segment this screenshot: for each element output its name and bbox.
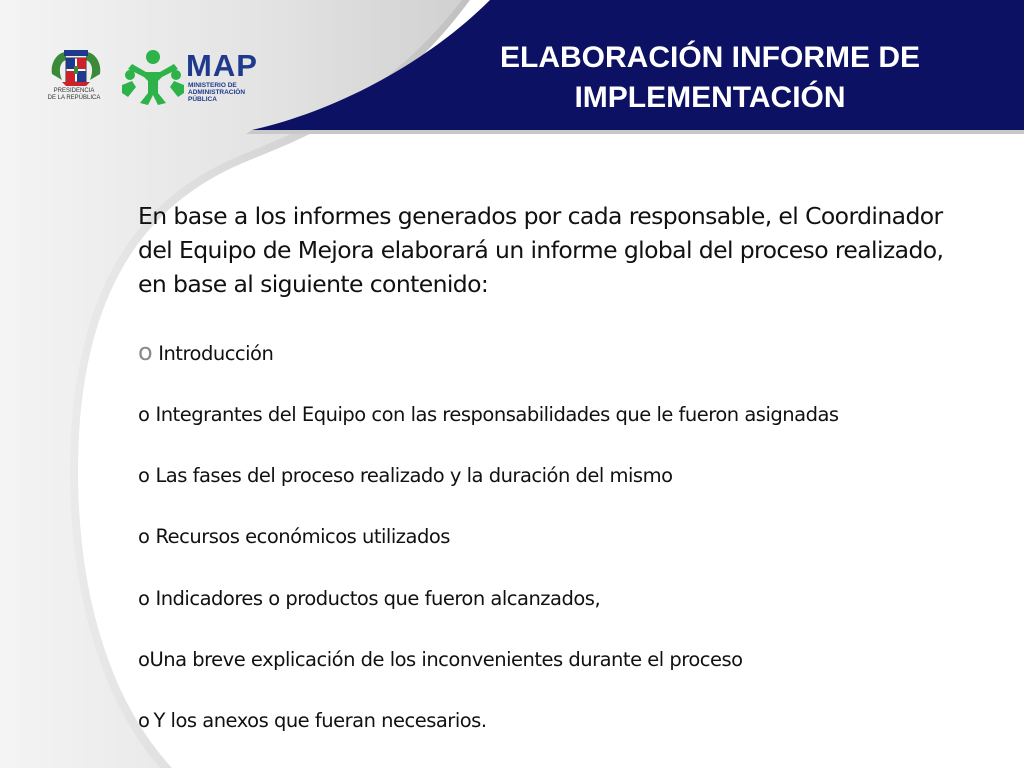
slide-title xyxy=(440,38,980,118)
map-wordmark: MAP xyxy=(186,48,258,83)
bullet-marker: o xyxy=(138,464,150,487)
people-figure-icon xyxy=(118,47,188,107)
map-subtitle-line1: MINISTERIO DE xyxy=(188,82,237,89)
presidencia-label-line1: PRESIDENCIA xyxy=(53,88,95,94)
bullet-item xyxy=(138,587,600,610)
bullet-text: Y los anexos que fueran necesarios. xyxy=(153,709,487,732)
intro-paragraph xyxy=(138,199,988,301)
bullet-marker: o xyxy=(138,587,150,610)
bullet-item xyxy=(138,525,450,548)
bullet-text: Una breve explicación de los inconvenientes durante el proceso xyxy=(149,648,743,671)
slide-title-line1: ELABORACIÓN INFORME DE xyxy=(500,41,920,74)
map-subtitle xyxy=(188,82,278,103)
bullet-marker: o xyxy=(138,648,150,671)
intro-line-1: En base a los informes generados por cada responsable, el Coordinador xyxy=(138,202,943,230)
bullet-item xyxy=(138,464,673,487)
intro-line-2: del Equipo de Mejora elaborará un informe global del proceso realizado, xyxy=(138,236,944,264)
map-subtitle-line3: PÚBLICA xyxy=(188,96,217,103)
bullet-text: Integrantes del Equipo con las responsabilidades que le fueron asignadas xyxy=(155,403,839,426)
bullet-text: Las fases del proceso realizado y la duración del mismo xyxy=(155,464,673,487)
bullet-item xyxy=(138,648,743,671)
bullet-item xyxy=(138,709,487,732)
bullet-marker: o xyxy=(138,525,150,548)
bullet-marker: o xyxy=(138,709,150,732)
bullet-text: Introducción xyxy=(158,342,274,365)
presidencia-label-line2: DE LA REPÚBLICA xyxy=(47,95,101,101)
bullet-item xyxy=(138,403,839,426)
bullet-item xyxy=(138,338,273,366)
presidencia-label xyxy=(38,88,110,102)
bullet-text: Recursos económicos utilizados xyxy=(155,525,450,548)
map-subtitle-line2: ADMINISTRACIÓN xyxy=(188,89,246,96)
intro-line-3: en base al siguiente contenido: xyxy=(138,270,489,298)
bullet-marker: o xyxy=(138,403,150,426)
slide-title-line2: IMPLEMENTACIÓN xyxy=(574,81,846,114)
bullet-marker: o xyxy=(138,338,153,366)
bullet-text: Indicadores o productos que fueron alcanzados, xyxy=(155,587,601,610)
